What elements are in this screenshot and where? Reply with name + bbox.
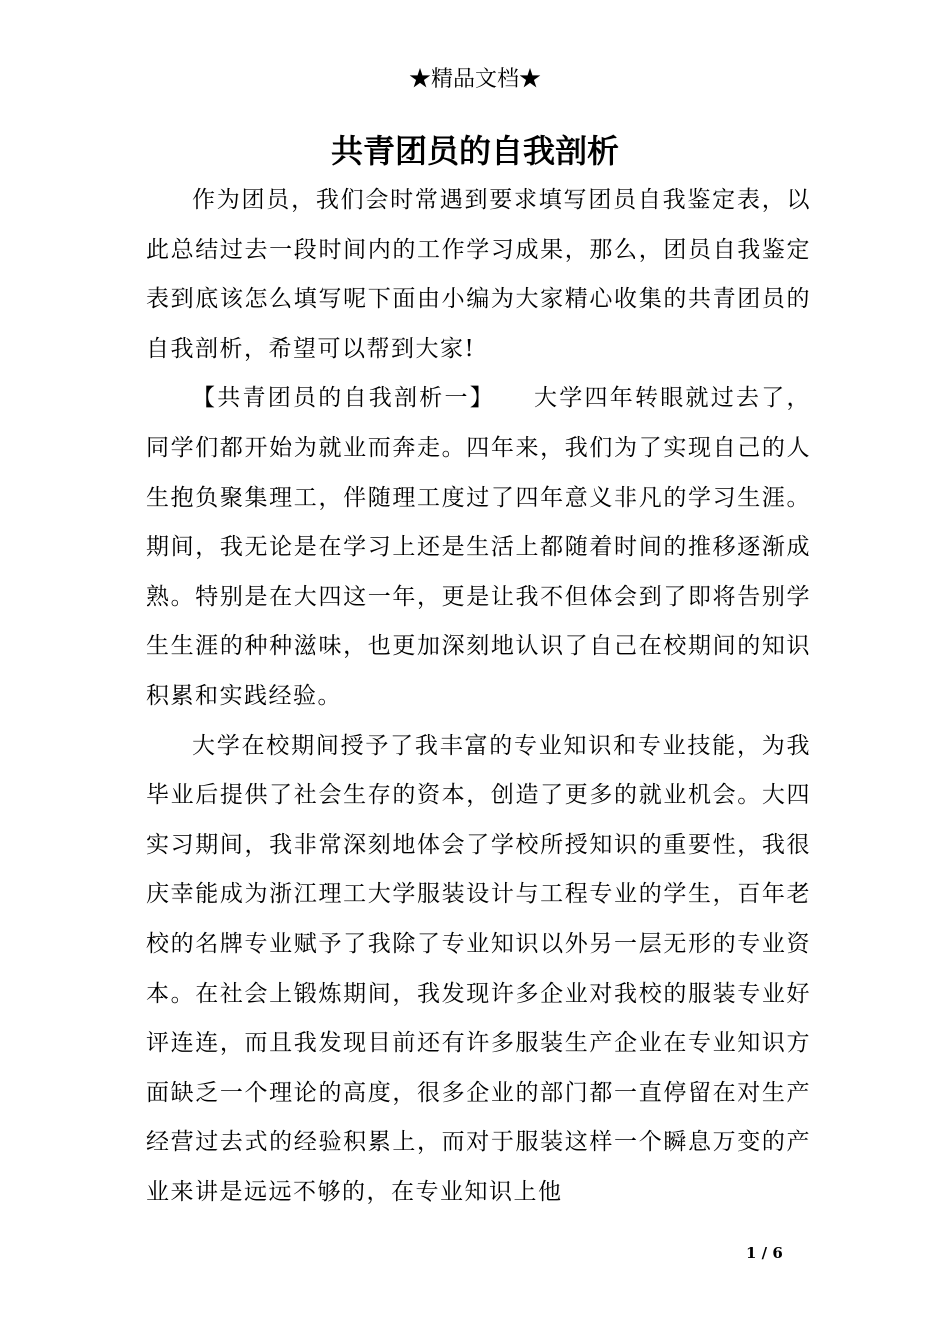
paragraph: 大学在校期间授予了我丰富的专业知识和专业技能，为我毕业后提供了社会生存的资本，创造了更多的就业机会。大四实习期间，我非常深刻地体会了学校所授知识的重要性，我很庆幸能成为浙江理工大学服装设计与工程专业的学生，百年老校的名牌专业赋予了我除了专业知识以外另一层无形的专业资本。在社会上锻炼期间，我发现许多企业对我校的服装专业好评连连，而且我发现目前还有许多服装生产企业在专业知识方面缺乏一个理论的高度，很多企业的部门都一直停留在对生产经营过去式的经验积累上，而对于服装这样一个瞬息万变的产业来讲是远远不够的，在专业知识上他: [146, 732, 811, 1205]
page-number: 1 / 6: [746, 1244, 783, 1262]
document-body: [146, 176, 811, 1217]
paragraph: 作为团员，我们会时常遇到要求填写团员自我鉴定表，以此总结过去一段时间内的工作学习成果，那么，团员自我鉴定表到底该怎么填写呢下面由小编为大家精心收集的共青团员的自我剖析，希望可以帮到大家!: [146, 187, 811, 362]
page-header: ★精品文档★: [408, 67, 541, 92]
paragraph: 【共青团员的自我剖析一】 大学四年转眼就过去了，同学们都开始为就业而奔走。四年来，我们为了实现自己的人生抱负聚集理工，伴随理工度过了四年意义非凡的学习生涯。期间，我无论是在学习上还是生活上都随着时间的推移逐渐成熟。特别是在大四这一年，更是让我不但体会到了即将告别学生生涯的种种滋味，也更加深刻地认识了自己在校期间的知识积累和实践经验。: [146, 385, 811, 709]
document-title: 共青团员的自我剖析: [330, 132, 619, 170]
